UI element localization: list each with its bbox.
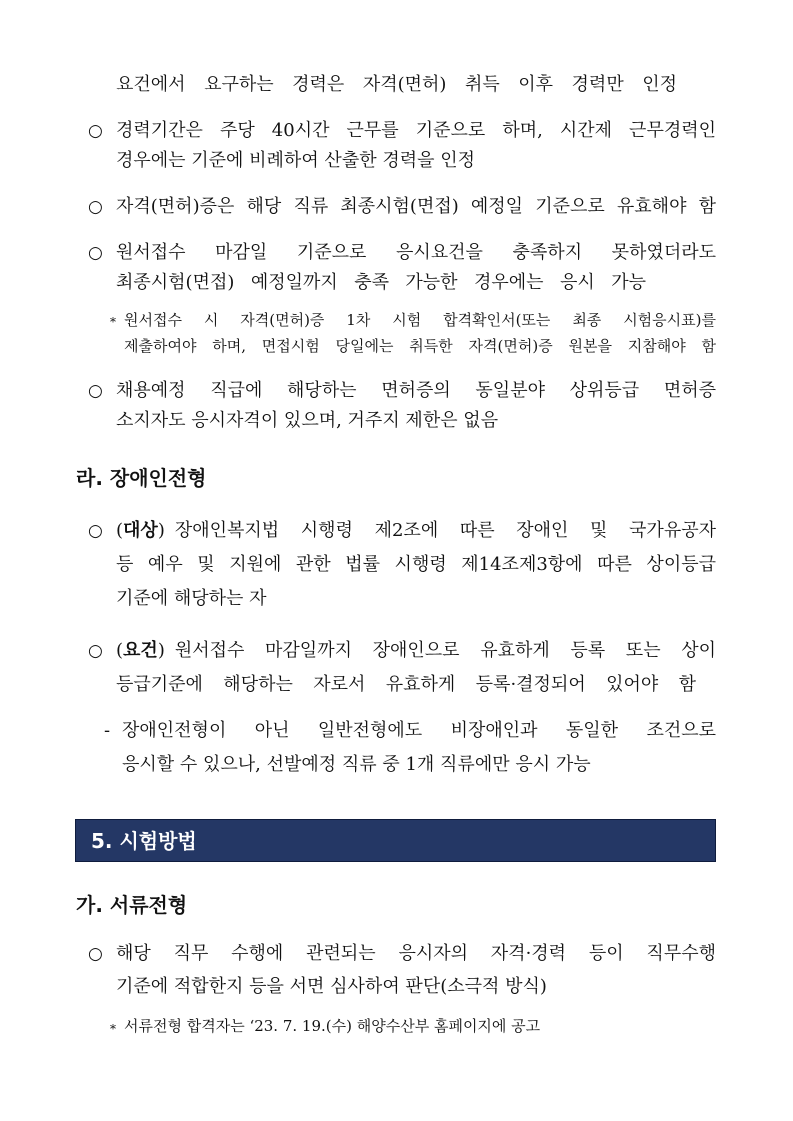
deadline-line-1: 원서접수 마감일 기준으로 응시요건을 충족하지 못하였더라도 (116, 242, 716, 263)
license-line: 자격(면허)증은 해당 직류 최종시험(면접) 예정일 기준으로 유효해야 함 (116, 196, 716, 217)
bullet-icon: ○ (88, 197, 103, 217)
target-text: 장애인복지법 시행령 제2조에 따른 장애인 및 국가유공자 (174, 520, 716, 541)
hire-line-2: 소지자도 응시자격이 있으며, 거주지 제한은 없음 (116, 410, 499, 431)
section-5-banner (75, 819, 716, 862)
dash-line-1: 장애인전형이 아닌 일반전형에도 비장애인과 동일한 조건으로 (122, 720, 716, 741)
target-label: (대상) (116, 520, 165, 541)
req-line-1 (116, 638, 716, 664)
target-line-1 (116, 518, 716, 544)
bullet-icon: ○ (88, 944, 103, 964)
target-line-3: 기준에 해당하는 자 (116, 588, 267, 609)
career-line-1: 경력기간은 주당 40시간 근무를 기준으로 하며, 시간제 근무경력인 (116, 120, 716, 141)
career-line-2: 경우에는 기준에 비례하여 산출한 경력을 인정 (116, 150, 475, 171)
req-label: (요건) (116, 640, 165, 661)
target-line-2: 등 예우 및 지원에 관한 법률 시행령 제14조제3항에 따른 상이등급 (116, 554, 716, 575)
section-5-title: 5. 시험방법 (91, 829, 197, 853)
doc-line-1: 해당 직무 수행에 관련되는 응시자의 자격·경력 등이 직무수행 (116, 943, 716, 964)
bullet-icon: ○ (88, 121, 103, 141)
dash-line-2: 응시할 수 있으나, 선발예정 직류 중 1개 직류에만 응시 가능 (122, 754, 591, 775)
doc-line-2: 기준에 적합한지 등을 서면 심사하여 판단(소극적 방식) (116, 976, 547, 997)
req-text: 원서접수 마감일까지 장애인으로 유효하게 등록 또는 상이 (174, 640, 716, 661)
bullet-icon: ○ (88, 381, 103, 401)
bullet-icon: ○ (88, 243, 103, 263)
section-ga-heading: 가. 서류전형 (76, 893, 188, 917)
note1-line-2: 제출하여야 하며, 면접시험 당일에는 취득한 자격(면허)증 원본을 지참해야 함 (124, 337, 716, 355)
bullet-icon: ○ (88, 521, 103, 541)
dash-icon: - (104, 720, 111, 741)
deadline-line-2: 최종시험(면접) 예정일까지 충족 가능한 경우에는 응시 가능 (116, 272, 646, 293)
req-line-2: 등급기준에 해당하는 자로서 유효하게 등록·결정되어 있어야 함 (116, 674, 696, 695)
bullet-icon: ○ (88, 641, 103, 661)
note1-line-1: 원서접수 시 자격(면허)증 1차 시험 합격확인서(또는 최종 시험응시표)를 (124, 311, 716, 329)
top-line: 요건에서 요구하는 경력은 자격(면허) 취득 이후 경력만 인정 (116, 74, 677, 95)
doc-note-line: 서류전형 합격자는 ‘23. 7. 19.(수) 해양수산부 홈페이지에 공고 (124, 1017, 541, 1035)
note-star-icon: * (110, 1022, 116, 1036)
hire-line-1: 채용예정 직급에 해당하는 면허증의 동일분야 상위등급 면허증 (116, 380, 716, 401)
note-star-icon: * (110, 315, 116, 329)
section-ra-heading: 라. 장애인전형 (76, 466, 207, 490)
